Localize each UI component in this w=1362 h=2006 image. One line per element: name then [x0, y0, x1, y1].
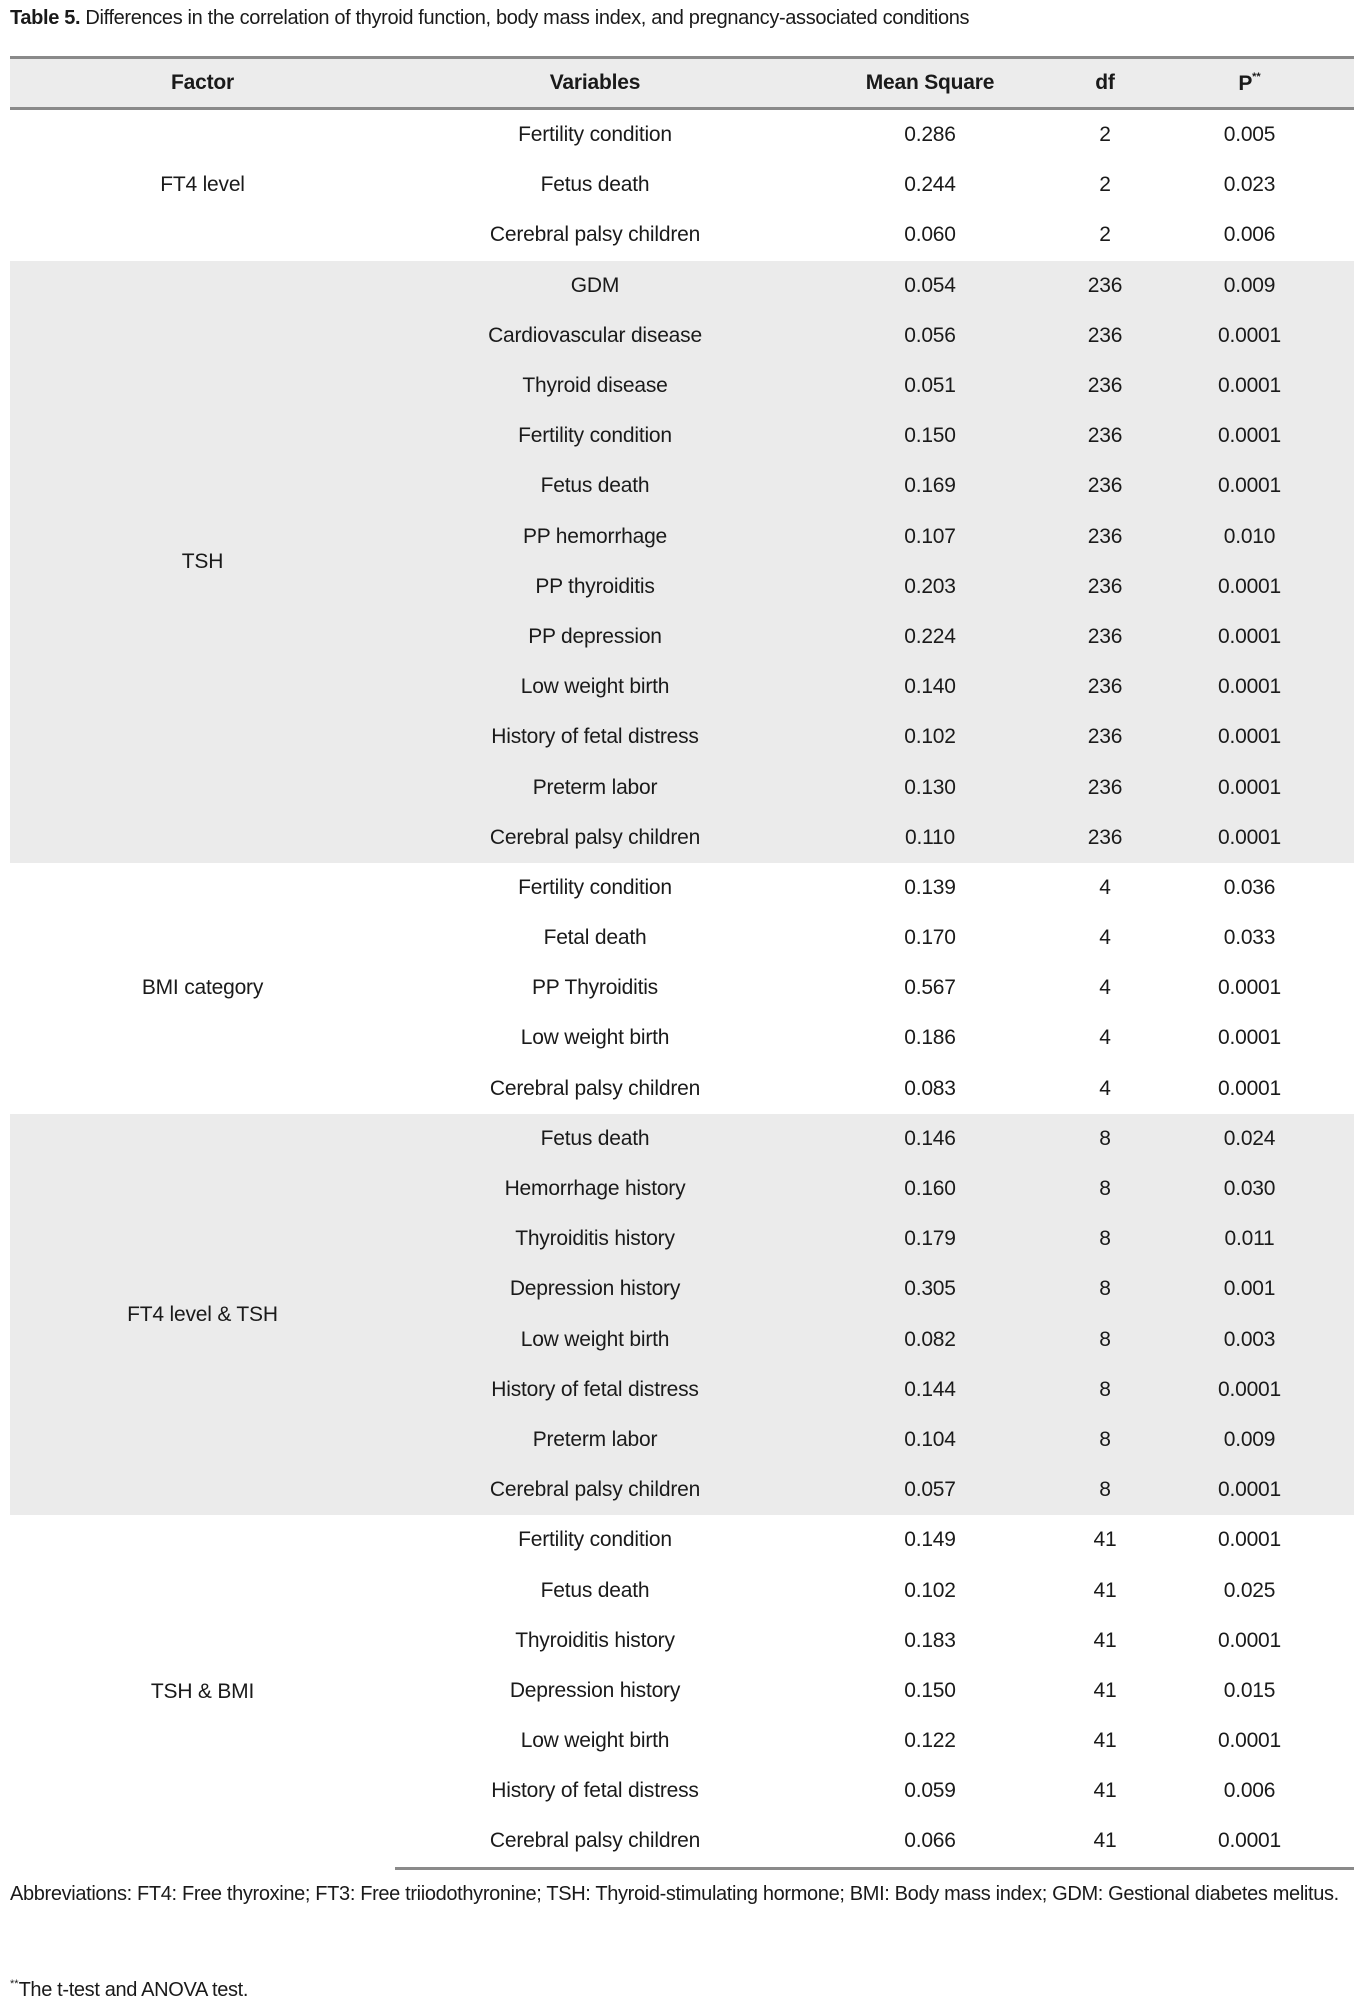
variable-cell: Depression history — [395, 1264, 795, 1314]
df-cell: 2 — [1065, 210, 1145, 260]
table-header — [10, 58, 1354, 109]
mean-square-cell: 0.224 — [795, 612, 1065, 662]
variable-cell: Fetus death — [395, 1114, 795, 1164]
p-value-cell: 0.011 — [1145, 1214, 1354, 1264]
mean-square-cell: 0.082 — [795, 1315, 1065, 1365]
p-value-cell: 0.0001 — [1145, 361, 1354, 411]
variable-cell: Cerebral palsy children — [395, 1816, 795, 1868]
p-value-cell: 0.005 — [1145, 109, 1354, 161]
variable-cell: Thyroiditis history — [395, 1214, 795, 1264]
df-cell: 236 — [1065, 261, 1145, 311]
table-row — [10, 109, 1354, 161]
variable-cell: Cerebral palsy children — [395, 1465, 795, 1515]
variable-cell: Low weight birth — [395, 662, 795, 712]
p-value-cell: 0.0001 — [1145, 1465, 1354, 1515]
p-value-cell: 0.023 — [1145, 160, 1354, 210]
abbreviations-footnote: Abbreviations: FT4: Free thyroxine; FT3: Free triiodothyronine; TSH: Thyroid-stimulating hormone; BMI: Body mass index; GDM: Gestional diabetes melitus. — [10, 1883, 1339, 1905]
factor-cell: FT4 level — [10, 109, 395, 261]
variable-cell: Low weight birth — [395, 1315, 795, 1365]
mean-square-cell: 0.150 — [795, 1666, 1065, 1716]
p-value-cell: 0.0001 — [1145, 1013, 1354, 1063]
table-row — [10, 261, 1354, 311]
df-cell: 236 — [1065, 311, 1145, 361]
mean-square-cell: 0.186 — [795, 1013, 1065, 1063]
mean-square-cell: 0.107 — [795, 512, 1065, 562]
df-cell: 4 — [1065, 863, 1145, 913]
p-value-cell: 0.009 — [1145, 261, 1354, 311]
p-value-cell: 0.0001 — [1145, 562, 1354, 612]
variable-cell: Low weight birth — [395, 1013, 795, 1063]
variable-cell: Depression history — [395, 1666, 795, 1716]
p-value-cell: 0.0001 — [1145, 311, 1354, 361]
df-cell: 8 — [1065, 1114, 1145, 1164]
variable-cell: Fertility condition — [395, 1515, 795, 1565]
mean-square-cell: 0.305 — [795, 1264, 1065, 1314]
mean-square-cell: 0.056 — [795, 311, 1065, 361]
df-cell: 8 — [1065, 1365, 1145, 1415]
variable-cell: Fetus death — [395, 1565, 795, 1615]
p-value-cell: 0.0001 — [1145, 1716, 1354, 1766]
p-value-cell: 0.006 — [1145, 1766, 1354, 1816]
df-cell: 236 — [1065, 813, 1145, 863]
df-cell: 236 — [1065, 662, 1145, 712]
table-row — [10, 1515, 1354, 1565]
df-cell: 41 — [1065, 1716, 1145, 1766]
variable-cell: Hemorrhage history — [395, 1164, 795, 1214]
df-cell: 4 — [1065, 913, 1145, 963]
mean-square-cell: 0.150 — [795, 411, 1065, 461]
p-value-cell: 0.0001 — [1145, 461, 1354, 511]
variable-cell: History of fetal distress — [395, 1365, 795, 1415]
mean-square-cell: 0.066 — [795, 1816, 1065, 1868]
factor-cell: TSH & BMI — [10, 1515, 395, 1868]
mean-square-cell: 0.110 — [795, 813, 1065, 863]
p-value-cell: 0.0001 — [1145, 762, 1354, 812]
mean-square-cell: 0.244 — [795, 160, 1065, 210]
mean-square-cell: 0.140 — [795, 662, 1065, 712]
df-cell: 8 — [1065, 1415, 1145, 1465]
variable-cell: Fertility condition — [395, 109, 795, 161]
mean-square-cell: 0.183 — [795, 1616, 1065, 1666]
mean-square-cell: 0.083 — [795, 1064, 1065, 1114]
p-value-cell: 0.001 — [1145, 1264, 1354, 1314]
factor-cell: BMI category — [10, 863, 395, 1114]
df-cell: 4 — [1065, 1064, 1145, 1114]
p-value-cell: 0.0001 — [1145, 813, 1354, 863]
header-factor: Factor — [10, 58, 395, 109]
p-value-cell: 0.0001 — [1145, 1365, 1354, 1415]
mean-square-cell: 0.149 — [795, 1515, 1065, 1565]
df-cell: 236 — [1065, 461, 1145, 511]
mean-square-cell: 0.102 — [795, 1565, 1065, 1615]
variable-cell: PP Thyroiditis — [395, 963, 795, 1013]
mean-square-cell: 0.179 — [795, 1214, 1065, 1264]
variable-cell: History of fetal distress — [395, 712, 795, 762]
header-variables: Variables — [395, 58, 795, 109]
df-cell: 41 — [1065, 1666, 1145, 1716]
mean-square-cell: 0.170 — [795, 913, 1065, 963]
df-cell: 236 — [1065, 562, 1145, 612]
p-value-cell: 0.0001 — [1145, 411, 1354, 461]
table-body — [10, 109, 1354, 1869]
df-cell: 8 — [1065, 1264, 1145, 1314]
p-value-cell: 0.0001 — [1145, 1064, 1354, 1114]
header-p-marker: ** — [1252, 70, 1261, 83]
variable-cell: Preterm labor — [395, 762, 795, 812]
p-value-cell: 0.036 — [1145, 863, 1354, 913]
df-cell: 8 — [1065, 1164, 1145, 1214]
df-cell: 8 — [1065, 1214, 1145, 1264]
p-value-cell: 0.0001 — [1145, 662, 1354, 712]
variable-cell: Fetus death — [395, 160, 795, 210]
mean-square-cell: 0.203 — [795, 562, 1065, 612]
test-footnote-text: The t-test and ANOVA test. — [18, 1979, 249, 2001]
mean-square-cell: 0.102 — [795, 712, 1065, 762]
p-value-cell: 0.006 — [1145, 210, 1354, 260]
df-cell: 41 — [1065, 1766, 1145, 1816]
p-value-cell: 0.0001 — [1145, 712, 1354, 762]
mean-square-cell: 0.567 — [795, 963, 1065, 1013]
mean-square-cell: 0.130 — [795, 762, 1065, 812]
header-df: df — [1065, 58, 1145, 109]
p-value-cell: 0.010 — [1145, 512, 1354, 562]
header-mean-square: Mean Square — [795, 58, 1065, 109]
df-cell: 4 — [1065, 1013, 1145, 1063]
df-cell: 236 — [1065, 612, 1145, 662]
variable-cell: Cardiovascular disease — [395, 311, 795, 361]
p-value-cell: 0.0001 — [1145, 963, 1354, 1013]
test-footnote-marker: ** — [10, 1978, 19, 1990]
variable-cell: Fetus death — [395, 461, 795, 511]
p-value-cell: 0.009 — [1145, 1415, 1354, 1465]
mean-square-cell: 0.057 — [795, 1465, 1065, 1515]
df-cell: 236 — [1065, 762, 1145, 812]
variable-cell: GDM — [395, 261, 795, 311]
df-cell: 236 — [1065, 361, 1145, 411]
p-value-cell: 0.024 — [1145, 1114, 1354, 1164]
df-cell: 236 — [1065, 512, 1145, 562]
variable-cell: Fertility condition — [395, 863, 795, 913]
table-label: Table 5. — [10, 7, 81, 29]
table-row — [10, 1114, 1354, 1164]
mean-square-cell: 0.122 — [795, 1716, 1065, 1766]
header-p-label: P — [1238, 71, 1253, 95]
variable-cell: PP hemorrhage — [395, 512, 795, 562]
p-value-cell: 0.0001 — [1145, 1816, 1354, 1868]
p-value-cell: 0.0001 — [1145, 1616, 1354, 1666]
test-footnote — [10, 1968, 1354, 2006]
variable-cell: Cerebral palsy children — [395, 1064, 795, 1114]
header-p — [1145, 58, 1354, 109]
mean-square-cell: 0.054 — [795, 261, 1065, 311]
mean-square-cell: 0.104 — [795, 1415, 1065, 1465]
df-cell: 2 — [1065, 109, 1145, 161]
mean-square-cell: 0.059 — [795, 1766, 1065, 1816]
variable-cell: History of fetal distress — [395, 1766, 795, 1816]
mean-square-cell: 0.286 — [795, 109, 1065, 161]
mean-square-cell: 0.169 — [795, 461, 1065, 511]
mean-square-cell: 0.051 — [795, 361, 1065, 411]
mean-square-cell: 0.139 — [795, 863, 1065, 913]
table-row — [10, 863, 1354, 913]
mean-square-cell: 0.144 — [795, 1365, 1065, 1415]
p-value-cell: 0.030 — [1145, 1164, 1354, 1214]
variable-cell: Low weight birth — [395, 1716, 795, 1766]
p-value-cell: 0.033 — [1145, 913, 1354, 963]
variable-cell: PP thyroiditis — [395, 562, 795, 612]
p-value-cell: 0.0001 — [1145, 1515, 1354, 1565]
df-cell: 8 — [1065, 1315, 1145, 1365]
p-value-cell: 0.003 — [1145, 1315, 1354, 1365]
p-value-cell: 0.025 — [1145, 1565, 1354, 1615]
mean-square-cell: 0.146 — [795, 1114, 1065, 1164]
df-cell: 41 — [1065, 1515, 1145, 1565]
df-cell: 8 — [1065, 1465, 1145, 1515]
variable-cell: Cerebral palsy children — [395, 210, 795, 260]
p-value-cell: 0.0001 — [1145, 612, 1354, 662]
variable-cell: Cerebral palsy children — [395, 813, 795, 863]
factor-cell: FT4 level & TSH — [10, 1114, 395, 1516]
table-caption — [10, 4, 1354, 32]
df-cell: 236 — [1065, 411, 1145, 461]
results-table — [10, 56, 1354, 1870]
variable-cell: Fertility condition — [395, 411, 795, 461]
df-cell: 236 — [1065, 712, 1145, 762]
table-title: Differences in the correlation of thyroid function, body mass index, and pregnancy-associated conditions — [80, 7, 970, 29]
variable-cell: PP depression — [395, 612, 795, 662]
df-cell: 2 — [1065, 160, 1145, 210]
variable-cell: Preterm labor — [395, 1415, 795, 1465]
mean-square-cell: 0.160 — [795, 1164, 1065, 1214]
df-cell: 41 — [1065, 1816, 1145, 1868]
variable-cell: Thyroiditis history — [395, 1616, 795, 1666]
df-cell: 4 — [1065, 963, 1145, 1013]
factor-cell: TSH — [10, 261, 395, 863]
df-cell: 41 — [1065, 1616, 1145, 1666]
mean-square-cell: 0.060 — [795, 210, 1065, 260]
header-row — [10, 58, 1354, 109]
p-value-cell: 0.015 — [1145, 1666, 1354, 1716]
variable-cell: Fetal death — [395, 913, 795, 963]
df-cell: 41 — [1065, 1565, 1145, 1615]
variable-cell: Thyroid disease — [395, 361, 795, 411]
